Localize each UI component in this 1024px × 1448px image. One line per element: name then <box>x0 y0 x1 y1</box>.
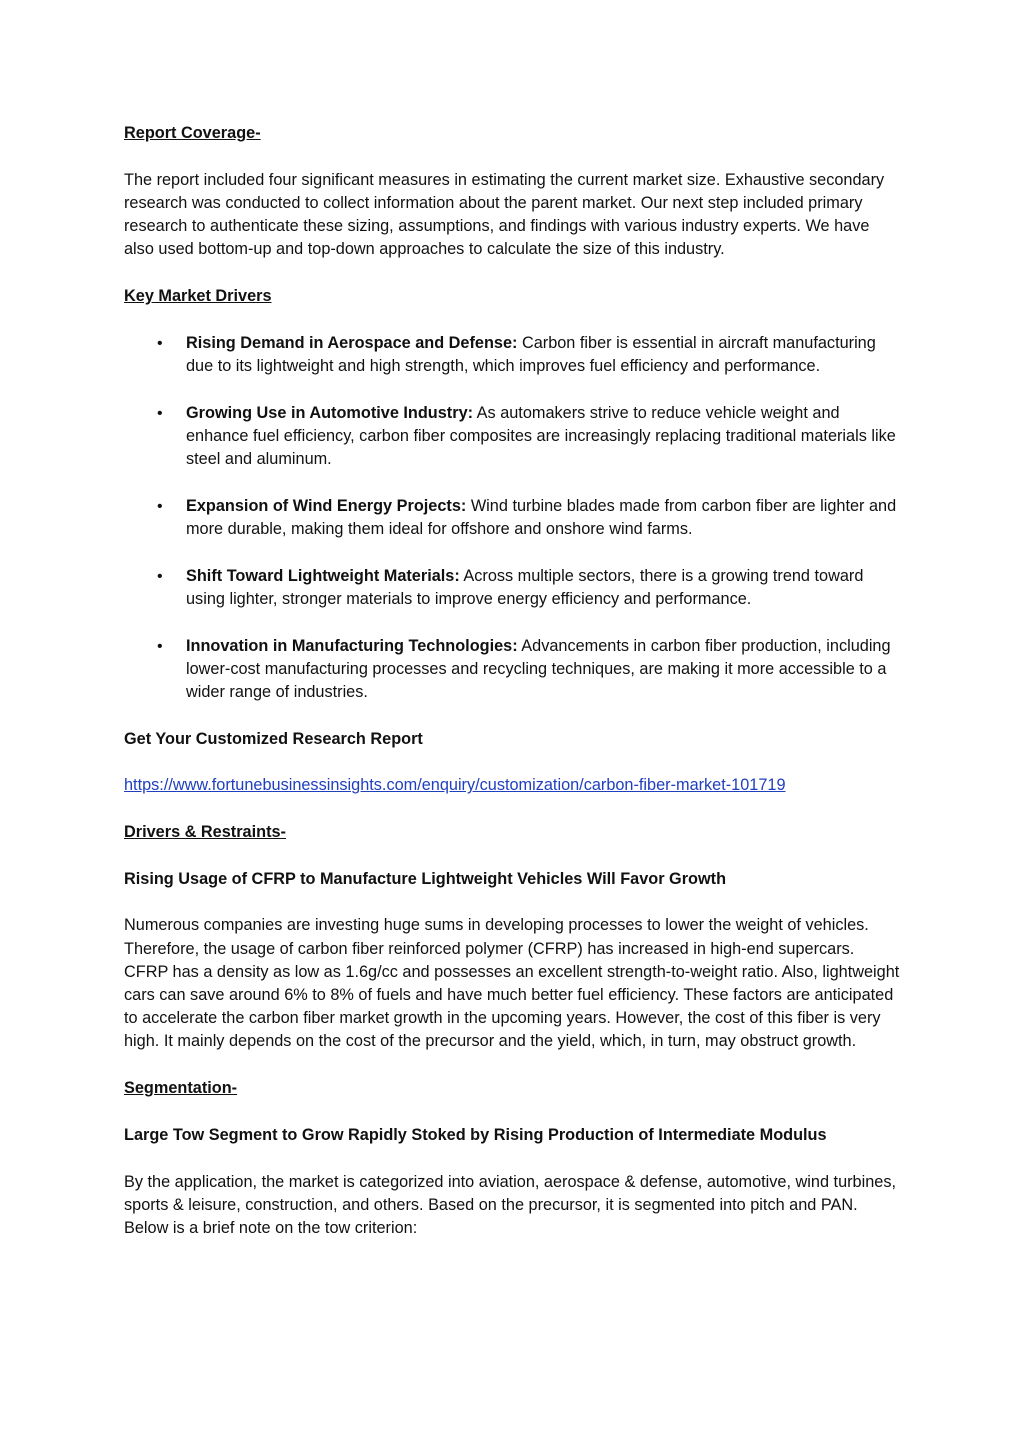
driver-term: Innovation in Manufacturing Technologies: <box>186 636 518 655</box>
driver-term: Expansion of Wind Energy Projects: <box>186 496 467 515</box>
driver-text: Carbon fiber is essential in aircraft manufacturing due to its lightweight and high strength, which improves fuel efficiency and performance. <box>186 333 876 375</box>
bullet-icon: • <box>157 497 163 515</box>
list-item <box>124 332 900 378</box>
bullet-icon: • <box>157 637 163 655</box>
bullet-icon: • <box>157 567 163 585</box>
driver-text: Across multiple sectors, there is a growing trend toward using lighter, stronger materials to improve energy efficiency and performance. <box>186 566 864 608</box>
customization-link[interactable]: https://www.fortunebusinessinsights.com/enquiry/customization/carbon-fiber-market-101719 <box>124 776 786 795</box>
segmentation-heading: Segmentation- <box>124 1079 238 1098</box>
segmentation-paragraph: By the application, the market is categorized into aviation, aerospace & defense, automotive, wind turbines, sports & leisure, construction, and others. Based on the precursor, it is segmented into pitch and PAN. Below is a brief note on the tow criterion: <box>124 1172 896 1237</box>
bullet-icon: • <box>157 404 163 422</box>
drivers-restraints-subheading: Rising Usage of CFRP to Manufacture Lightweight Vehicles Will Favor Growth <box>124 869 727 888</box>
drivers-restraints-heading: Drivers & Restraints- <box>124 823 286 842</box>
drivers-restraints-paragraph: Numerous companies are investing huge sums in developing processes to lower the weight of vehicles. Therefore, the usage of carbon fiber reinforced polymer (CFRP) has increased in high-end supercars. CFRP has a density as low as 1.6g/cc and possesses an excellent strength-to-weight ratio. Also, lightweight cars can save around 6% to 8% of fuels and have much better fuel efficiency. These factors are anticipated to accelerate the carbon fiber market growth in the upcoming years. However, the cost of this fiber is very high. It mainly depends on the cost of the precursor and the yield, which, in turn, may obstruct growth. <box>124 916 900 1051</box>
segmentation-subheading: Large Tow Segment to Grow Rapidly Stoked by Rising Production of Intermediate Modulus <box>124 1125 827 1144</box>
list-item <box>124 495 900 541</box>
driver-text: Wind turbine blades made from carbon fiber are lighter and more durable, making them ideal for offshore and onshore wind farms. <box>186 496 897 538</box>
driver-term: Shift Toward Lightweight Materials: <box>186 566 460 585</box>
list-item <box>124 402 900 472</box>
driver-text: Advancements in carbon fiber production, including lower-cost manufacturing processes and recycling techniques, are making it more accessible to a wider range of industries. <box>186 636 891 701</box>
customized-report-heading: Get Your Customized Research Report <box>124 729 423 748</box>
driver-term: Rising Demand in Aerospace and Defense: <box>186 333 518 352</box>
list-item <box>124 565 900 611</box>
driver-term: Growing Use in Automotive Industry: <box>186 403 474 422</box>
document-page <box>124 122 900 1264</box>
key-market-drivers-heading: Key Market Drivers <box>124 287 272 306</box>
report-coverage-heading: Report Coverage- <box>124 124 261 142</box>
key-market-drivers-list <box>124 332 900 704</box>
driver-text: As automakers strive to reduce vehicle weight and enhance fuel efficiency, carbon fiber composites are increasingly replacing traditional materials like steel and aluminum. <box>186 403 896 469</box>
report-coverage-paragraph: The report included four significant measures in estimating the current market size. Exhaustive secondary research was conducted to collect information about the parent market. Our next step included primary research to authenticate these sizing, assumptions, and findings with various industry experts. We have also used bottom-up and top-down approaches to calculate the size of this industry. <box>124 170 885 259</box>
list-item <box>124 635 900 705</box>
bullet-icon: • <box>157 334 163 352</box>
